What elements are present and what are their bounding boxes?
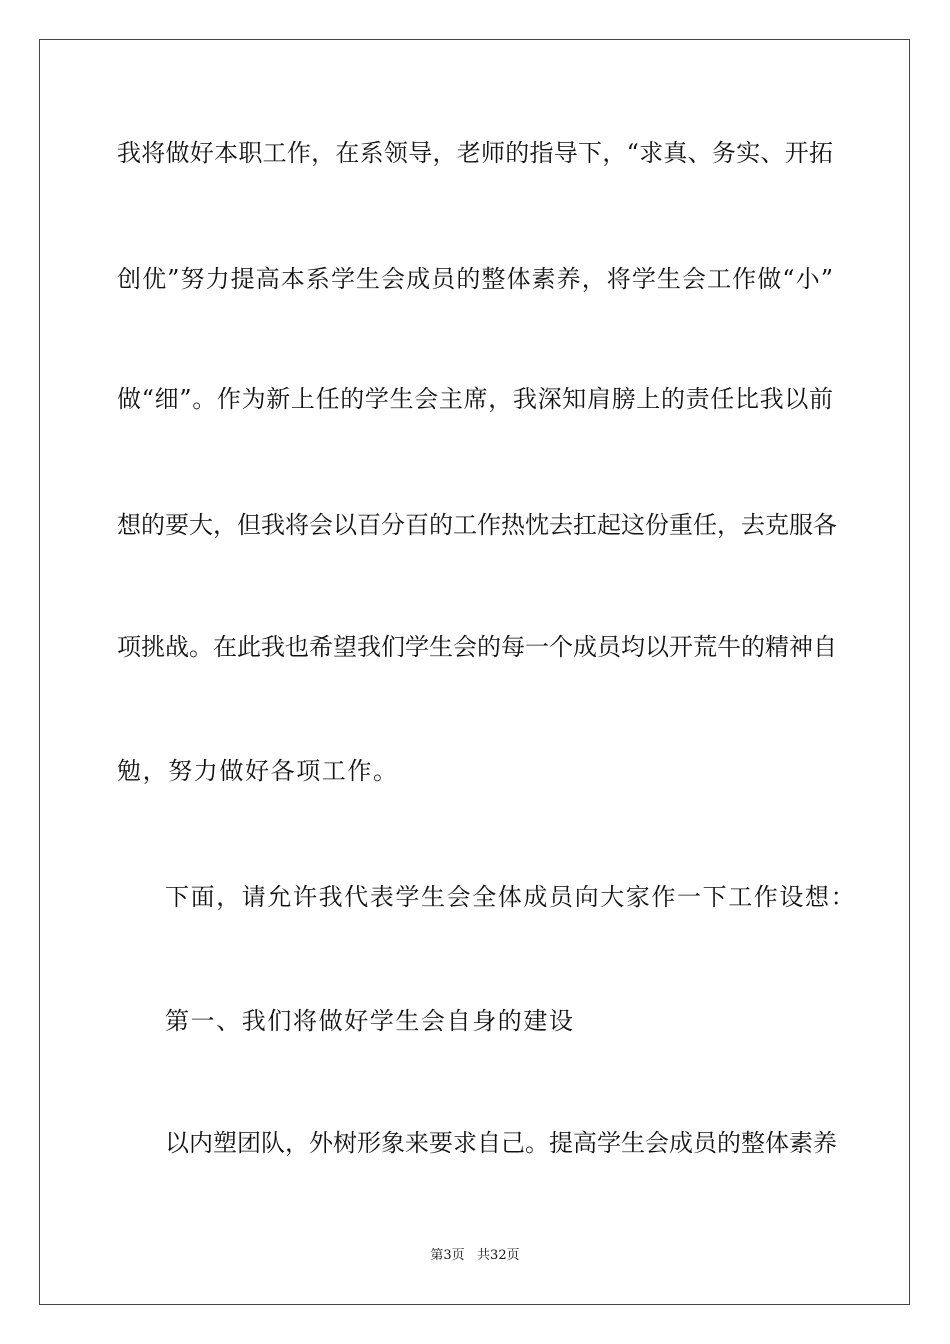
paragraph-line-4: 想的要大，但我将会以百分百的工作热忱去扛起这份重任，去克服各	[117, 511, 837, 539]
paragraph-line-2: 创优”努力提高本系学生会成员的整体素养，将学生会工作做“小”	[117, 265, 833, 293]
paragraph-line-1: 我将做好本职工作，在系领导，老师的指导下，“求真、务实、开拓	[117, 139, 833, 167]
paragraph-intro: 下面，请允许我代表学生会全体成员向大家作一下工作设想：	[165, 883, 857, 911]
paragraph-line-5: 项挑战。在此我也希望我们学生会的每一个成员均以开荒牛的精神自	[117, 633, 837, 661]
page-number-footer: 第3页 共32页	[430, 1248, 520, 1263]
paragraph-line-3: 做“细”。作为新上任的学生会主席，我深知肩膀上的责任比我以前	[117, 385, 833, 413]
section-heading: 第一、我们将做好学生会自身的建设	[165, 1007, 575, 1035]
paragraph-line-9: 以内塑团队，外树形象来要求自己。提高学生会成员的整体素养	[165, 1129, 837, 1157]
paragraph-line-6: 勉，努力做好各项工作。	[117, 757, 399, 785]
page-frame	[39, 39, 910, 1305]
